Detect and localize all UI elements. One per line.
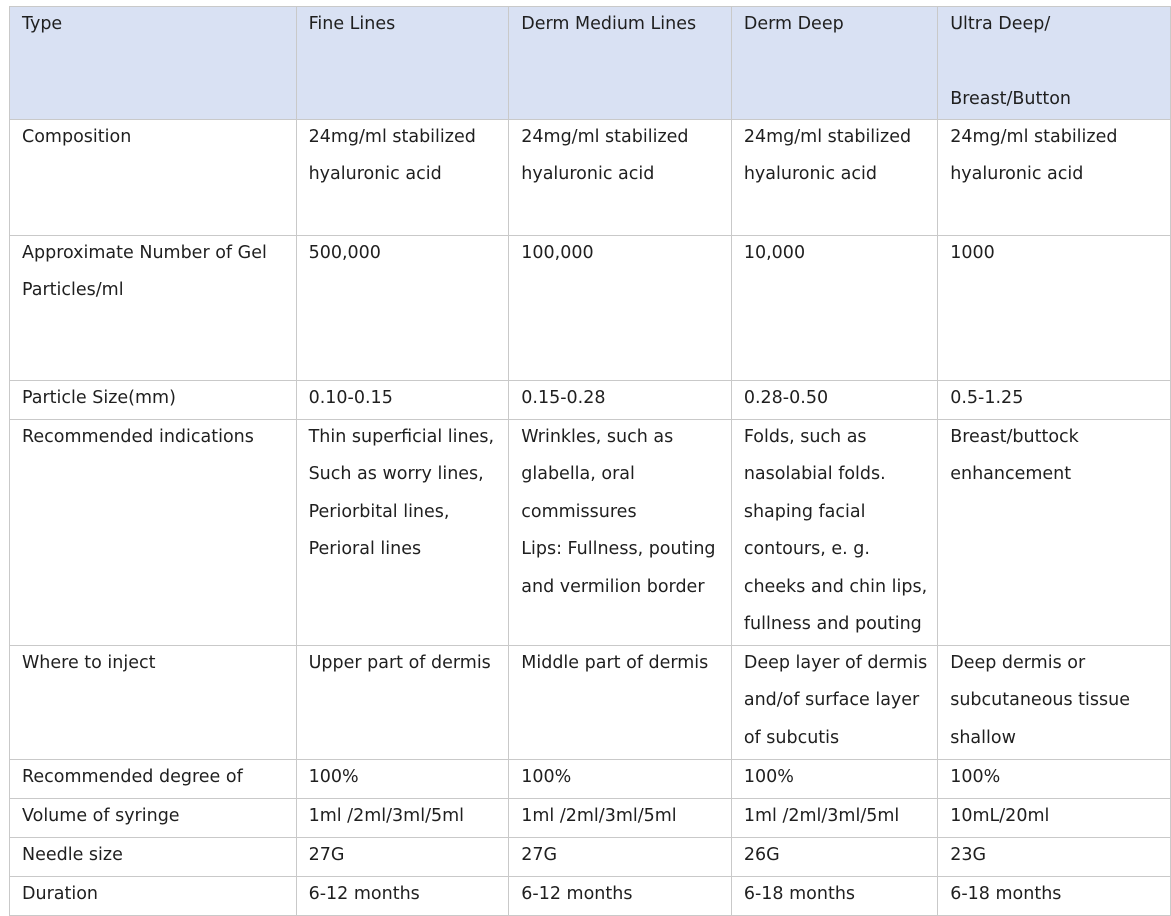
header-derm-deep: Derm Deep bbox=[731, 7, 937, 120]
table-row bbox=[10, 837, 1171, 876]
cell-indications-medium: Wrinkles, such as glabella, oral commissures Lips: Fullness, pouting and vermilion border bbox=[509, 419, 732, 645]
cell-composition-fine: 24mg/ml stabilized hyaluronic acid bbox=[296, 119, 509, 235]
cell-particles-medium: 100,000 bbox=[509, 235, 732, 380]
cell-composition-medium: 24mg/ml stabilized hyaluronic acid bbox=[509, 119, 732, 235]
cell-composition-ultra: 24mg/ml stabilized hyaluronic acid bbox=[938, 119, 1171, 235]
cell-needle-ultra: 23G bbox=[938, 837, 1171, 876]
cell-degree-deep: 100% bbox=[731, 759, 937, 798]
cell-degree-ultra: 100% bbox=[938, 759, 1171, 798]
cell-composition-deep: 24mg/ml stabilized hyaluronic acid bbox=[731, 119, 937, 235]
table-row bbox=[10, 235, 1171, 380]
cell-duration-medium: 6-12 months bbox=[509, 876, 732, 915]
header-ultra-deep: Ultra Deep/ Breast/Button bbox=[938, 7, 1171, 120]
row-label-indications: Recommended indications bbox=[10, 419, 297, 645]
table-row bbox=[10, 119, 1171, 235]
row-label-needle: Needle size bbox=[10, 837, 297, 876]
table-row bbox=[10, 759, 1171, 798]
cell-volume-deep: 1ml /2ml/3ml/5ml bbox=[731, 798, 937, 837]
cell-degree-fine: 100% bbox=[296, 759, 509, 798]
table-row bbox=[10, 419, 1171, 645]
header-row bbox=[10, 7, 1171, 120]
cell-volume-ultra: 10mL/20ml bbox=[938, 798, 1171, 837]
table-row bbox=[10, 798, 1171, 837]
cell-inject-ultra: Deep dermis or subcutaneous tissue shallow bbox=[938, 645, 1171, 759]
row-label-inject: Where to inject bbox=[10, 645, 297, 759]
cell-inject-medium: Middle part of dermis bbox=[509, 645, 732, 759]
cell-duration-ultra: 6-18 months bbox=[938, 876, 1171, 915]
cell-size-deep: 0.28-0.50 bbox=[731, 380, 937, 419]
table-row bbox=[10, 645, 1171, 759]
table-row bbox=[10, 876, 1171, 915]
cell-inject-deep: Deep layer of dermis and/of surface layer of subcutis bbox=[731, 645, 937, 759]
filler-spec-table bbox=[9, 6, 1171, 916]
row-label-degree: Recommended degree of bbox=[10, 759, 297, 798]
header-fine-lines: Fine Lines bbox=[296, 7, 509, 120]
cell-duration-fine: 6-12 months bbox=[296, 876, 509, 915]
cell-indications-ultra: Breast/buttock enhancement bbox=[938, 419, 1171, 645]
row-label-duration: Duration bbox=[10, 876, 297, 915]
row-label-particles: Approximate Number of Gel Particles/ml bbox=[10, 235, 297, 380]
cell-needle-fine: 27G bbox=[296, 837, 509, 876]
cell-indications-fine: Thin superficial lines, Such as worry lines, Periorbital lines, Perioral lines bbox=[296, 419, 509, 645]
cell-needle-medium: 27G bbox=[509, 837, 732, 876]
cell-particles-ultra: 1000 bbox=[938, 235, 1171, 380]
cell-indications-deep: Folds, such as nasolabial folds. shaping facial contours, e. g. cheeks and chin lips, fullness and pouting bbox=[731, 419, 937, 645]
row-label-composition: Composition bbox=[10, 119, 297, 235]
cell-size-fine: 0.10-0.15 bbox=[296, 380, 509, 419]
header-derm-medium: Derm Medium Lines bbox=[509, 7, 732, 120]
cell-degree-medium: 100% bbox=[509, 759, 732, 798]
cell-volume-medium: 1ml /2ml/3ml/5ml bbox=[509, 798, 732, 837]
cell-volume-fine: 1ml /2ml/3ml/5ml bbox=[296, 798, 509, 837]
cell-size-ultra: 0.5-1.25 bbox=[938, 380, 1171, 419]
cell-needle-deep: 26G bbox=[731, 837, 937, 876]
header-type: Type bbox=[10, 7, 297, 120]
cell-particles-deep: 10,000 bbox=[731, 235, 937, 380]
row-label-volume: Volume of syringe bbox=[10, 798, 297, 837]
row-label-size: Particle Size(mm) bbox=[10, 380, 297, 419]
cell-inject-fine: Upper part of dermis bbox=[296, 645, 509, 759]
table-row bbox=[10, 380, 1171, 419]
cell-duration-deep: 6-18 months bbox=[731, 876, 937, 915]
cell-particles-fine: 500,000 bbox=[296, 235, 509, 380]
cell-size-medium: 0.15-0.28 bbox=[509, 380, 732, 419]
